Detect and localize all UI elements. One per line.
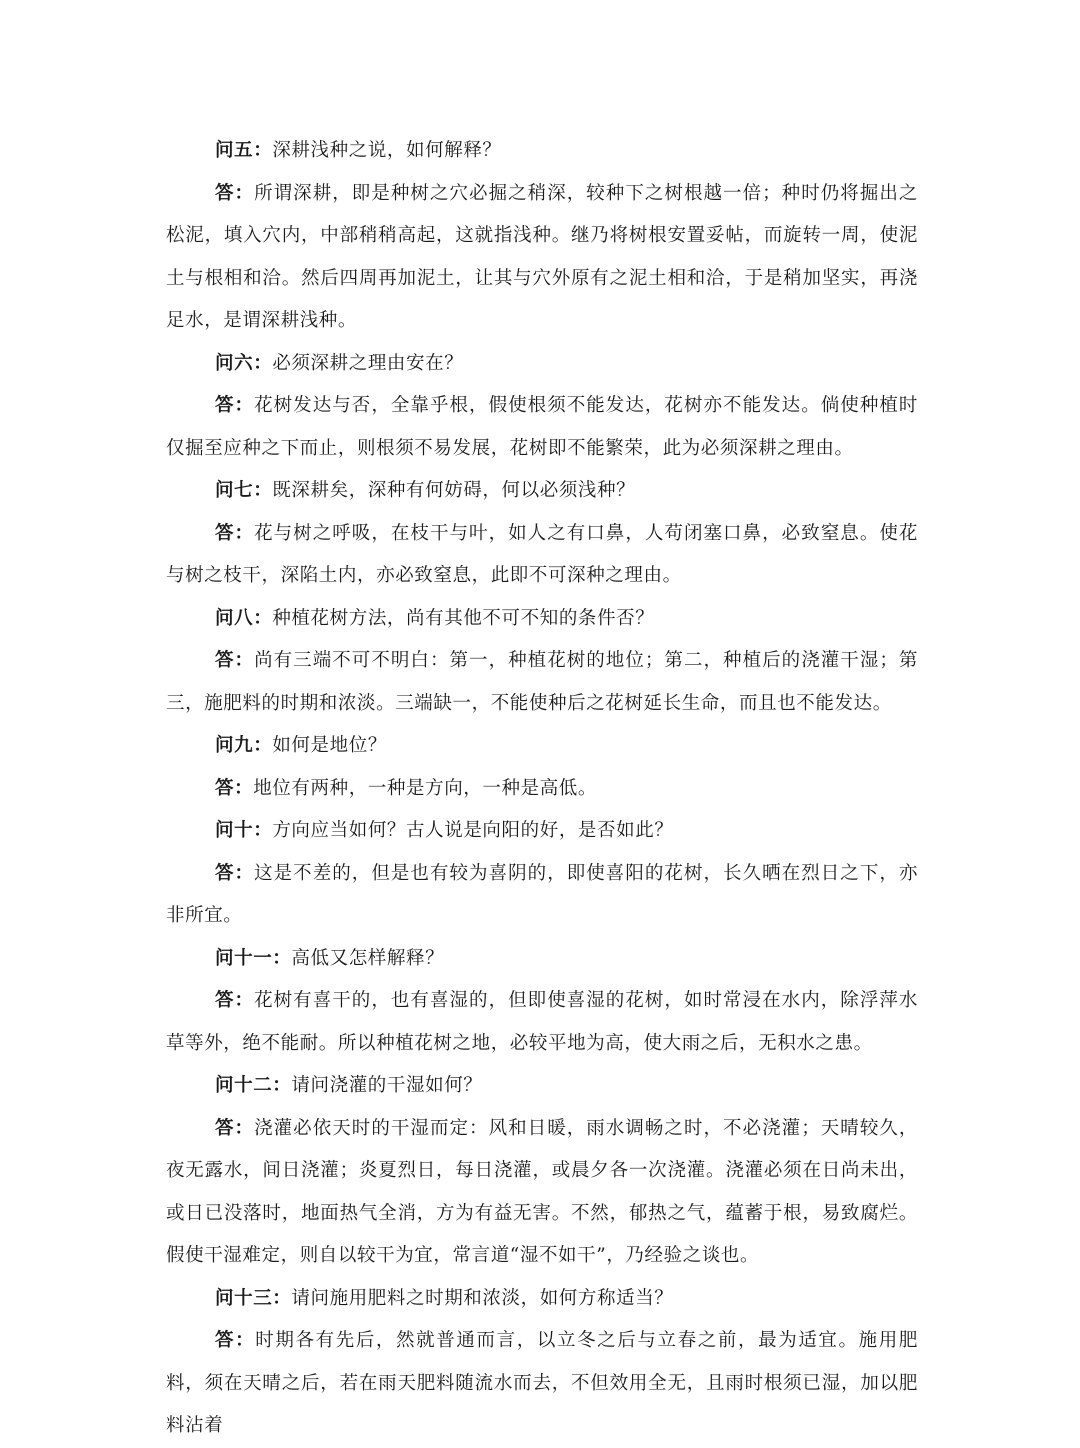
answer-text: 花树发达与否，全靠乎根，假使根须不能发达，花树亦不能发达。倘使种植时仅掘至应种之下而止，则根须不易发展，花树即不能繁荣，此为必须深耕之理由。 — [166, 395, 919, 459]
answer-label: 答： — [215, 777, 254, 799]
question-label: 问六： — [215, 352, 273, 374]
answer-text: 尚有三端不可不明白：第一，种植花树的地位；第二，种植后的浇灌干湿；第三，施肥料的时期和浓淡。三端缺一，不能使种后之花树延长生命，而且也不能发达。 — [166, 650, 919, 714]
question-9 — [166, 725, 918, 768]
question-12 — [166, 1065, 918, 1108]
answer-text: 花与树之呼吸，在枝干与叶，如人之有口鼻，人苟闭塞口鼻，必致窒息。使花与树之枝干，深陷土内，亦必致窒息，此即不可深种之理由。 — [166, 522, 919, 586]
question-label: 问十： — [215, 820, 273, 841]
question-label: 问五： — [215, 140, 273, 161]
answer-label: 答： — [215, 522, 255, 544]
question-8 — [166, 598, 918, 641]
question-text: 方向应当如何？古人说是向阳的好，是否如此？ — [272, 820, 674, 841]
question-5 — [166, 130, 918, 173]
answer-9 — [166, 768, 918, 811]
answer-10 — [166, 853, 918, 938]
answer-11 — [166, 980, 918, 1065]
document-page — [166, 130, 918, 1448]
answer-text: 所谓深耕，即是种树之穴必掘之稍深，较种下之树根越一倍；种时仍将掘出之松泥，填入穴内，中部稍稍高起，这就指浅种。继乃将树根安置妥帖，而旋转一周，使泥土与根相和洽。然后四周再加泥土，让其与穴外原有之泥土相和洽，于是稍加坚实，再浇足水，是谓深耕浅种。 — [166, 182, 919, 331]
question-text: 请问浇灌的干湿如何？ — [291, 1075, 483, 1096]
answer-13 — [166, 1320, 918, 1448]
question-label: 问十二： — [215, 1075, 292, 1096]
answer-text: 花树有喜干的，也有喜湿的，但即使喜湿的花树，如时常浸在水内，除浮萍水草等外，绝不能耐。所以种植花树之地，必较平地为高，使大雨之后，无积水之患。 — [166, 990, 919, 1054]
question-6 — [166, 343, 918, 386]
answer-7 — [166, 513, 918, 598]
answer-text: 时期各有先后，然就普通而言，以立冬之后与立春之前，最为适宜。施用肥料，须在天晴之后，若在雨天肥料随流水而去，不但效用全无，且雨时根须已湿，加以肥料沾着 — [166, 1330, 918, 1436]
question-label: 问十三： — [215, 1287, 292, 1309]
question-text: 请问施用肥料之时期和浓淡，如何方称适当？ — [291, 1287, 674, 1309]
question-label: 问八： — [215, 607, 273, 629]
answer-label: 答： — [215, 1330, 256, 1351]
question-text: 种植花树方法，尚有其他不可不知的条件否？ — [272, 607, 655, 629]
question-label: 问九： — [215, 735, 273, 756]
question-text: 深耕浅种之说，如何解释？ — [272, 140, 502, 161]
answer-6 — [166, 385, 918, 470]
answer-label: 答： — [215, 182, 255, 204]
answer-12 — [166, 1108, 918, 1278]
answer-text: 这是不差的，但是也有较为喜阴的，即使喜阳的花树，长久晒在烈日之下，亦非所宜。 — [166, 862, 919, 926]
answer-8 — [166, 640, 918, 725]
answer-text: 地位有两种，一种是方向，一种是高低。 — [253, 777, 598, 799]
question-7 — [166, 470, 918, 513]
question-label: 问七： — [215, 480, 273, 501]
question-text: 必须深耕之理由安在？ — [272, 352, 464, 374]
question-text: 高低又怎样解释？ — [291, 947, 445, 969]
question-label: 问十一： — [215, 947, 292, 969]
answer-text: 浇灌必依天时的干湿而定：风和日暖，雨水调畅之时，不必浇灌；天晴较久，夜无露水，间日浇灌；炎夏烈日，每日浇灌，或晨夕各一次浇灌。浇灌必须在日尚未出，或日已没落时，地面热气全消，方为有益无害。不然，郁热之气，蕴蓄于根，易致腐烂。假使干湿难定，则自以较干为宜，常言道“湿不如干”，乃经验之谈也。 — [166, 1117, 919, 1266]
answer-label: 答： — [215, 862, 255, 884]
question-text: 既深耕矣，深种有何妨碍，何以必须浅种？ — [272, 480, 636, 501]
question-text: 如何是地位？ — [272, 735, 387, 756]
question-10 — [166, 810, 918, 853]
answer-5 — [166, 173, 918, 343]
answer-label: 答： — [215, 990, 255, 1011]
question-11 — [166, 938, 918, 981]
answer-label: 答： — [215, 650, 255, 671]
answer-label: 答： — [215, 1117, 255, 1139]
answer-label: 答： — [215, 395, 255, 416]
question-13 — [166, 1278, 918, 1321]
